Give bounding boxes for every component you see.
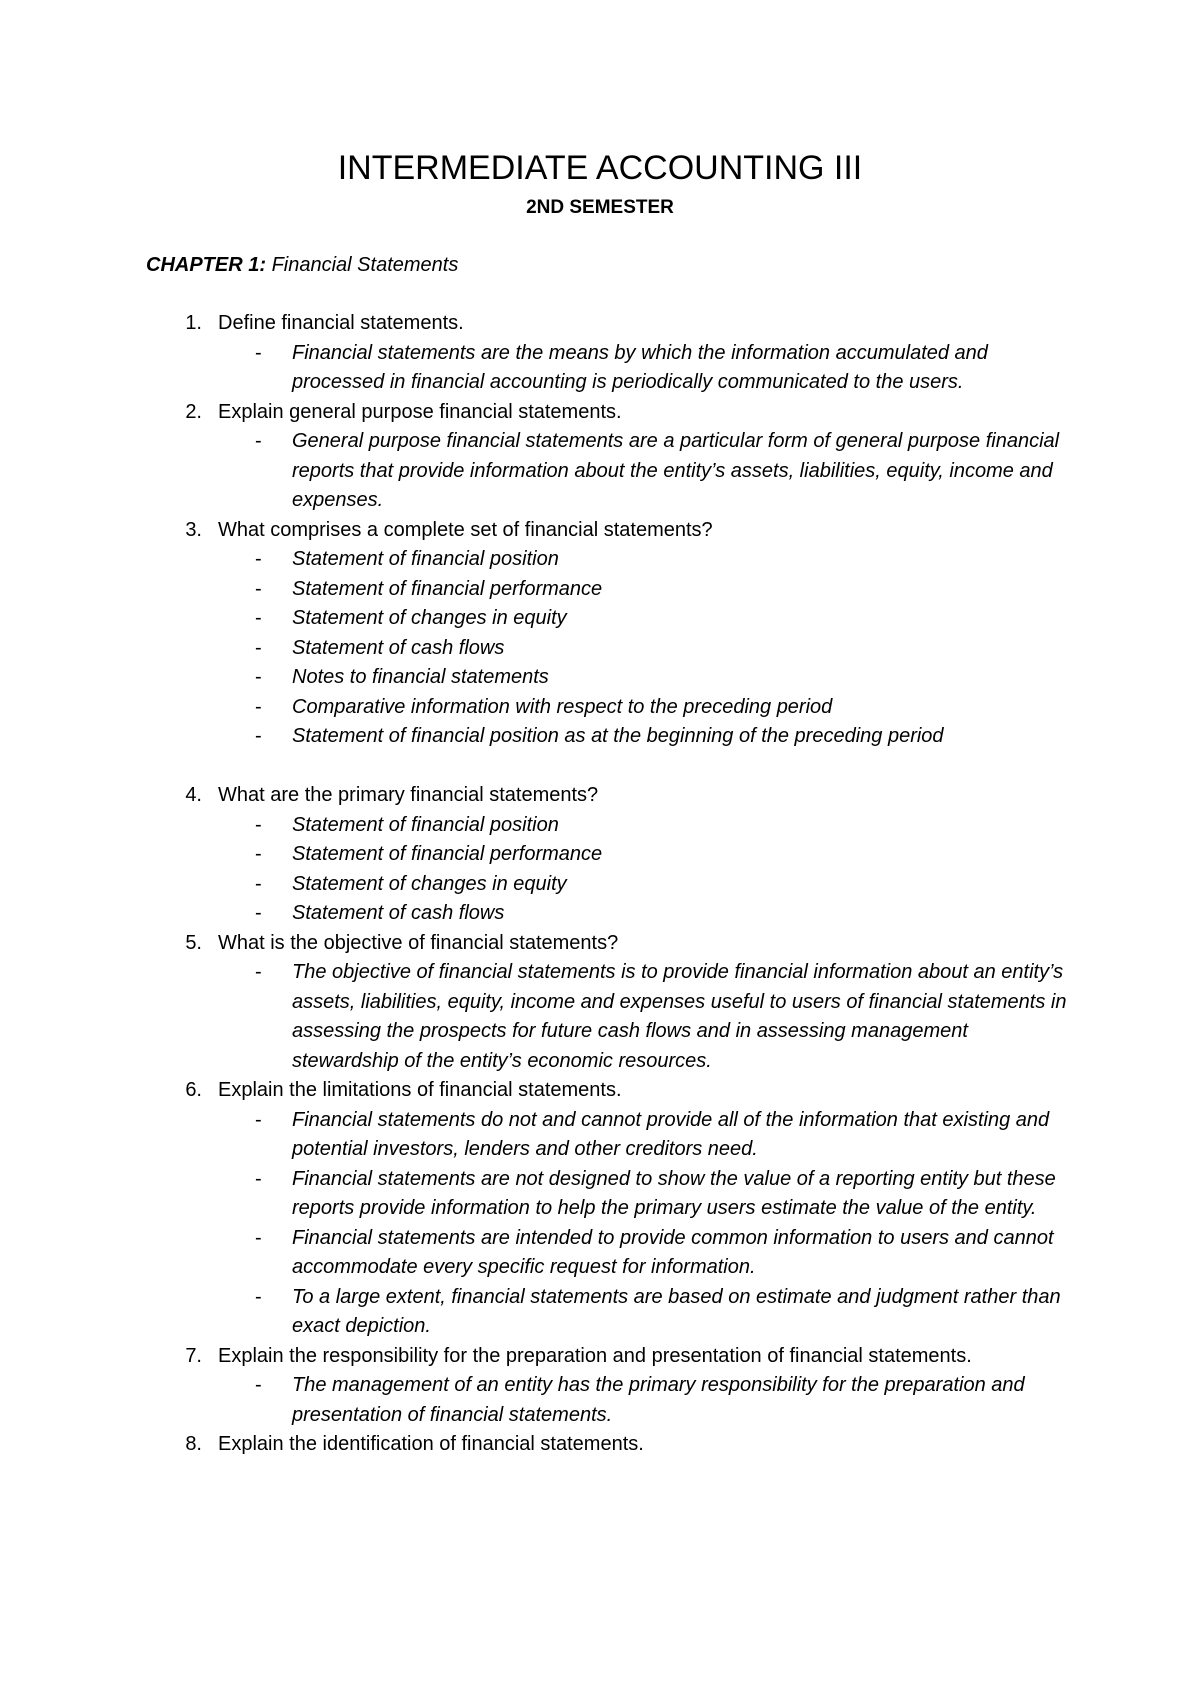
question-item xyxy=(0,781,1200,929)
answer-item xyxy=(0,1224,1072,1283)
question-text: Explain general purpose financial statements. xyxy=(218,400,622,423)
answer-item xyxy=(0,339,1072,398)
dash-bullet: - xyxy=(255,1226,262,1249)
answer-item xyxy=(0,427,1072,516)
answer-item xyxy=(0,575,1072,605)
answer-text: To a large extent, financial statements are based on estimate and judgment rather than exact depiction. xyxy=(292,1285,1061,1337)
spacer xyxy=(0,752,1200,782)
dash-bullet: - xyxy=(255,1285,262,1308)
question-item xyxy=(0,1430,1200,1460)
question-number: 5. xyxy=(185,931,202,954)
answer-item xyxy=(0,958,1072,1076)
dash-bullet: - xyxy=(255,725,262,747)
document-subtitle: 2ND SEMESTER xyxy=(526,197,674,218)
answer-list xyxy=(0,958,1200,1076)
answer-text: Statement of financial position as at the beginning of the preceding period xyxy=(292,725,944,747)
answer-list xyxy=(0,811,1200,929)
answer-text: Financial statements are the means by which the information accumulated and processed in financial accounting is periodically communicated to the users. xyxy=(292,341,988,393)
question-item xyxy=(0,1342,1200,1431)
question-item xyxy=(0,309,1200,398)
question-item xyxy=(0,1076,1200,1342)
dash-bullet: - xyxy=(255,695,262,718)
answer-list xyxy=(0,545,1200,752)
answer-list xyxy=(0,427,1200,516)
answer-item xyxy=(0,663,1072,693)
answer-text: General purpose financial statements are a particular form of general purpose financial reports that provide information about the entity’s assets, liabilities, equity, income and expenses. xyxy=(292,430,1060,511)
question-text: What comprises a complete set of financial statements? xyxy=(218,518,713,541)
answer-item xyxy=(0,870,1072,900)
answer-text: Notes to financial statements xyxy=(292,666,549,688)
answer-text: Statement of changes in equity xyxy=(292,607,567,629)
question-number: 7. xyxy=(185,1344,202,1367)
answer-item xyxy=(0,1106,1072,1165)
dash-bullet: - xyxy=(255,1374,262,1396)
answer-item xyxy=(0,693,1072,723)
answer-text: Financial statements do not and cannot provide all of the information that existing and potential investors, lenders and other creditors need. xyxy=(292,1108,1050,1160)
question-text: What are the primary financial statements? xyxy=(218,784,599,806)
answer-text: The objective of financial statements is to provide financial information about an entity’s assets, liabilities, equity, income and expenses useful to users of financial statements in assessing the prospects for future cash flows and in assessing management stewardship of the entity’s economic resources. xyxy=(292,961,1067,1072)
answer-text: Statement of financial position xyxy=(292,813,559,836)
question-number: 3. xyxy=(185,518,202,541)
dash-bullet: - xyxy=(255,961,262,983)
answer-list xyxy=(0,339,1200,398)
answer-text: The management of an entity has the primary responsibility for the preparation and presentation of financial statements. xyxy=(292,1374,1025,1426)
answer-text: Statement of financial performance xyxy=(292,577,603,600)
dash-bullet: - xyxy=(255,577,262,600)
chapter-heading xyxy=(146,252,458,278)
answer-text: Statement of financial performance xyxy=(292,843,603,865)
question-text: Explain the limitations of financial statements. xyxy=(218,1079,622,1101)
question-text: Explain the responsibility for the preparation and presentation of financial statements. xyxy=(218,1344,972,1367)
dash-bullet: - xyxy=(255,902,262,924)
answer-item xyxy=(0,545,1072,575)
answer-item xyxy=(0,899,1072,929)
dash-bullet: - xyxy=(255,843,262,865)
answer-item xyxy=(0,840,1072,870)
answer-text: Comparative information with respect to the preceding period xyxy=(292,695,833,718)
chapter-name: Financial Statements xyxy=(271,254,459,276)
dash-bullet: - xyxy=(255,607,262,629)
question-text: Define financial statements. xyxy=(218,312,464,334)
answer-list xyxy=(0,1371,1200,1430)
answer-text: Financial statements are not designed to show the value of a reporting entity but these reports provide information to help the primary users estimate the value of the entity. xyxy=(292,1167,1056,1219)
document-title: INTERMEDIATE ACCOUNTING III xyxy=(337,149,863,187)
answer-item xyxy=(0,1371,1072,1430)
dash-bullet: - xyxy=(255,548,262,570)
question-list xyxy=(0,309,1200,1460)
question-item xyxy=(0,398,1200,516)
question-text: Explain the identification of financial statements. xyxy=(218,1433,644,1455)
answer-text: Statement of financial position xyxy=(292,548,559,570)
question-text: What is the objective of financial statements? xyxy=(218,931,619,954)
dash-bullet: - xyxy=(255,666,262,688)
question-number: 1. xyxy=(185,312,202,334)
answer-text: Statement of cash flows xyxy=(292,636,505,659)
dash-bullet: - xyxy=(255,341,262,364)
dash-bullet: - xyxy=(255,430,262,452)
question-item xyxy=(0,516,1200,782)
answer-item xyxy=(0,1283,1072,1342)
chapter-label: CHAPTER 1: xyxy=(146,254,267,276)
dash-bullet: - xyxy=(255,636,262,659)
answer-text: Statement of changes in equity xyxy=(292,872,567,895)
answer-item xyxy=(0,604,1072,634)
answer-item xyxy=(0,1165,1072,1224)
dash-bullet: - xyxy=(255,813,262,836)
answer-list xyxy=(0,1106,1200,1342)
dash-bullet: - xyxy=(255,1108,262,1131)
dash-bullet: - xyxy=(255,872,262,895)
answer-item xyxy=(0,811,1072,841)
question-number: 6. xyxy=(185,1079,202,1101)
question-number: 4. xyxy=(185,784,202,806)
question-number: 8. xyxy=(185,1433,202,1455)
dash-bullet: - xyxy=(255,1167,262,1190)
answer-item xyxy=(0,634,1072,664)
question-item xyxy=(0,929,1200,1077)
answer-item xyxy=(0,722,1072,752)
answer-text: Financial statements are intended to provide common information to users and cannot accommodate every specific request for information. xyxy=(292,1226,1054,1278)
answer-text: Statement of cash flows xyxy=(292,902,505,924)
question-number: 2. xyxy=(185,400,202,423)
